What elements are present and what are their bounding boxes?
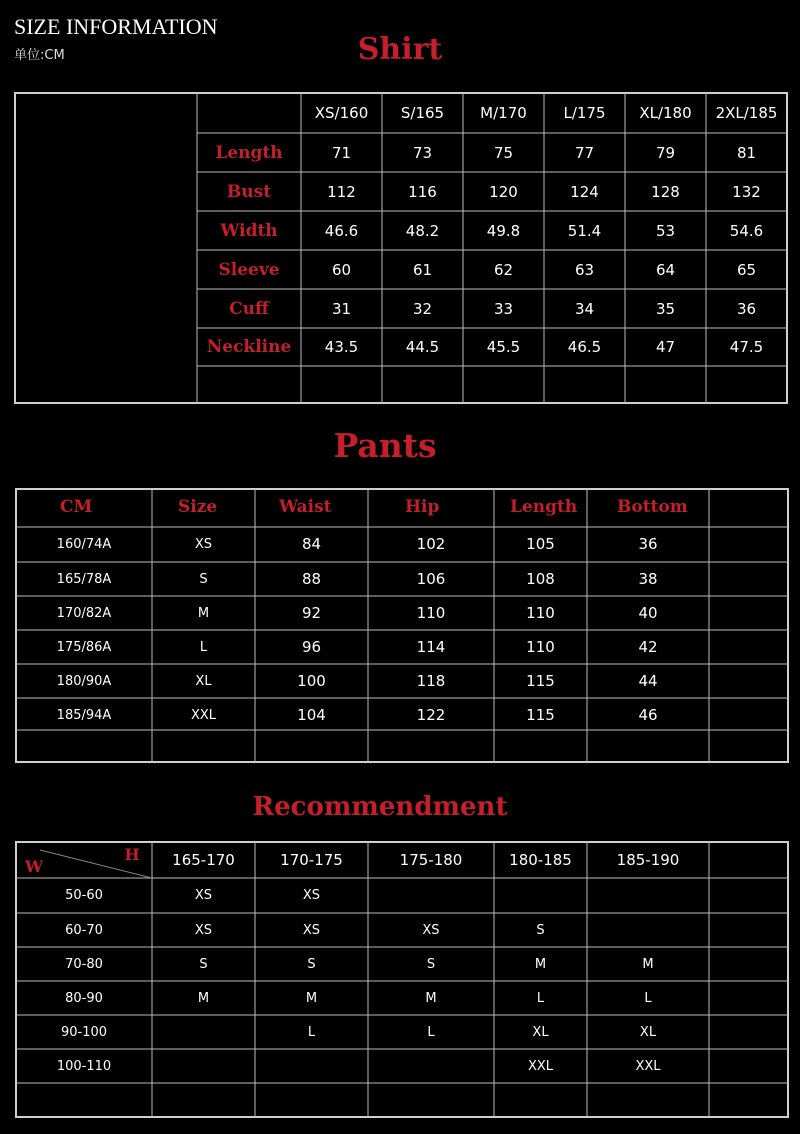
pants-col-header: Waist <box>279 497 332 517</box>
pants-col-header: CM <box>60 497 93 517</box>
shirt-row-label: Bust <box>226 181 272 202</box>
shirt-table-cell: 77 <box>574 143 595 162</box>
corner-height-label: H <box>124 844 140 864</box>
pants-table-cell: 36 <box>638 535 658 553</box>
shirt-size-header: S/165 <box>400 104 445 122</box>
shirt-table-cell: 33 <box>493 299 514 318</box>
pants-table-cell: XS <box>194 536 213 552</box>
shirt-title: Shirt <box>357 32 443 67</box>
recommended-size-cell <box>255 1049 368 1083</box>
pants-table-cell: S <box>199 571 208 587</box>
recommended-size-cell <box>152 1049 255 1083</box>
pants-table-cell: 46 <box>638 706 658 724</box>
shirt-table-cell: 49.8 <box>486 221 521 240</box>
pants-table-cell: 108 <box>526 570 555 588</box>
pants-table-cell: XL <box>195 673 212 689</box>
pants-col-header: Size <box>178 497 218 517</box>
shirt-table-cell: 63 <box>574 260 595 279</box>
shirt-table-cell: 34 <box>574 299 595 318</box>
pants-table-cell: 92 <box>301 604 322 622</box>
recommended-size-cell <box>494 878 587 912</box>
pants-table-cell: XXL <box>190 707 217 723</box>
recommended-size-cell: XS <box>302 922 321 938</box>
recommended-size-cell <box>368 878 494 912</box>
recommended-size-cell: XS <box>302 887 321 903</box>
shirt-row-label: Width <box>220 220 278 241</box>
pants-table-cell: 114 <box>416 638 446 656</box>
shirt-table-cell: 48.2 <box>405 221 440 240</box>
shirt-row-label: Neckline <box>206 337 292 357</box>
recommended-size-cell: XL <box>639 1024 657 1040</box>
pants-row-label: 160/74A <box>56 536 112 552</box>
pants-table-cell: 102 <box>416 535 446 553</box>
recommended-size-cell <box>368 1049 494 1083</box>
pants-row-label: 185/94A <box>56 707 112 723</box>
corner-weight-label: W <box>25 856 43 876</box>
recommended-size-cell: M <box>305 990 318 1006</box>
shirt-table-cell: 51.4 <box>567 221 602 240</box>
shirt-table-cell: 54.6 <box>729 221 764 240</box>
pants-table-cell: 44 <box>638 672 658 690</box>
shirt-table-cell: 47 <box>655 338 676 356</box>
shirt-table-cell: 112 <box>327 182 356 201</box>
pants-table-cell: L <box>199 639 208 655</box>
weight-range-label: 100-110 <box>56 1058 112 1074</box>
shirt-table-cell: 35 <box>655 299 676 318</box>
recommended-size-cell: M <box>425 990 437 1006</box>
height-range-header: 170-175 <box>280 851 343 869</box>
shirt-table-cell: 46.5 <box>567 338 602 356</box>
weight-range-label: 60-70 <box>65 922 103 938</box>
shirt-table-cell: 43.5 <box>324 338 359 356</box>
height-range-header: 180-185 <box>509 851 572 869</box>
shirt-table-cell: 81 <box>736 143 757 162</box>
shirt-table-cell: 75 <box>493 143 514 162</box>
recommended-size-cell <box>587 913 709 947</box>
shirt-row-label: Cuff <box>229 298 269 319</box>
pants-table-cell: M <box>197 605 210 621</box>
recommended-size-cell: XS <box>194 922 213 938</box>
shirt-size-header: XS/160 <box>314 104 369 122</box>
shirt-size-header: L/175 <box>563 104 606 122</box>
height-range-header: 185-190 <box>616 851 680 869</box>
recommended-size-cell: L <box>307 1024 316 1040</box>
shirt-table-cell: 53 <box>655 221 676 240</box>
pants-table-cell: 115 <box>526 706 555 724</box>
pants-table-cell: 106 <box>416 570 446 588</box>
shirt-table-cell: 116 <box>408 182 437 201</box>
shirt-table-cell: 73 <box>412 143 433 162</box>
pants-table-cell: 118 <box>416 672 446 690</box>
pants-table-cell: 110 <box>416 604 446 622</box>
recommended-size-cell: XS <box>422 922 440 938</box>
shirt-table-cell: 60 <box>331 260 352 279</box>
pants-row-label: 180/90A <box>56 673 112 689</box>
shirt-table-cell: 45.5 <box>486 338 521 356</box>
shirt-table-cell: 36 <box>736 299 757 318</box>
shirt-table-cell: 120 <box>489 182 518 201</box>
recommended-size-cell <box>587 878 709 912</box>
pants-table-cell: 40 <box>638 604 658 622</box>
weight-range-label: 90-100 <box>60 1024 108 1040</box>
recommended-size-cell <box>152 1015 255 1049</box>
pants-table-cell: 84 <box>301 535 322 553</box>
pants-table-cell: 100 <box>297 672 326 690</box>
pants-table-cell: 88 <box>301 570 322 588</box>
shirt-table-cell: 65 <box>736 260 757 279</box>
pants-table-cell: 122 <box>416 706 446 724</box>
recommended-size-cell: XL <box>532 1024 549 1040</box>
weight-range-label: 80-90 <box>65 990 103 1006</box>
recommended-size-cell: L <box>427 1024 435 1040</box>
recommended-size-cell: L <box>644 990 652 1006</box>
pants-col-header: Length <box>510 497 578 517</box>
shirt-table-cell: 128 <box>651 182 680 201</box>
shirt-size-header: M/170 <box>480 104 527 122</box>
shirt-size-header: XL/180 <box>639 104 692 122</box>
recommended-size-cell: S <box>426 956 436 972</box>
shirt-row-label: Sleeve <box>218 259 280 280</box>
pants-table-cell: 96 <box>301 638 322 656</box>
recommended-size-cell: M <box>534 956 547 972</box>
shirt-table-cell: 61 <box>412 260 433 279</box>
recommended-size-cell: S <box>536 922 545 938</box>
shirt-table-cell: 62 <box>493 260 514 279</box>
shirt-table-cell: 124 <box>570 182 599 201</box>
recommended-size-cell: S <box>307 956 316 972</box>
shirt-table-cell: 47.5 <box>729 338 764 356</box>
pants-row-label: 175/86A <box>56 639 112 655</box>
height-range-header: 175-180 <box>399 851 463 869</box>
unit-label: 单位:CM <box>14 48 65 63</box>
weight-range-label: 70-80 <box>65 956 103 972</box>
shirt-table-cell: 71 <box>331 143 352 162</box>
shirt-table-cell: 31 <box>331 299 352 318</box>
pants-table-cell: 38 <box>638 570 658 588</box>
weight-range-label: 50-60 <box>65 887 103 903</box>
shirt-table-cell: 132 <box>732 182 761 201</box>
pants-title: Pants <box>333 426 437 465</box>
shirt-table-cell: 44.5 <box>405 338 440 356</box>
pants-table-cell: 115 <box>526 672 555 690</box>
pants-col-header: Bottom <box>617 497 688 517</box>
pants-table-cell: 104 <box>297 706 326 724</box>
pants-table-cell: 110 <box>526 638 555 656</box>
page-header-title: SIZE INFORMATION <box>14 14 218 39</box>
recommended-size-cell: XXL <box>527 1058 554 1074</box>
shirt-table-cell: 46.6 <box>324 221 359 240</box>
shirt-table-cell: 32 <box>412 299 433 318</box>
pants-col-header: Hip <box>405 497 440 517</box>
shirt-table-cell: 79 <box>655 143 676 162</box>
recommended-size-cell: XXL <box>635 1058 661 1074</box>
shirt-table-cell: 64 <box>655 260 676 279</box>
recommended-size-cell: M <box>642 956 654 972</box>
shirt-row-label: Length <box>215 142 283 163</box>
recommended-size-cell: XS <box>194 887 213 903</box>
pants-row-label: 165/78A <box>56 571 112 587</box>
pants-table-cell: 42 <box>638 638 658 656</box>
recommendment-title: Recommendment <box>252 792 508 822</box>
height-range-header: 165-170 <box>172 851 235 869</box>
pants-table-cell: 105 <box>526 535 555 553</box>
shirt-size-header: 2XL/185 <box>715 104 778 122</box>
pants-row-label: 170/82A <box>56 605 112 621</box>
recommended-size-cell: M <box>197 990 210 1006</box>
recommended-size-cell: L <box>536 990 545 1006</box>
pants-table-cell: 110 <box>526 604 555 622</box>
recommended-size-cell: S <box>199 956 208 972</box>
